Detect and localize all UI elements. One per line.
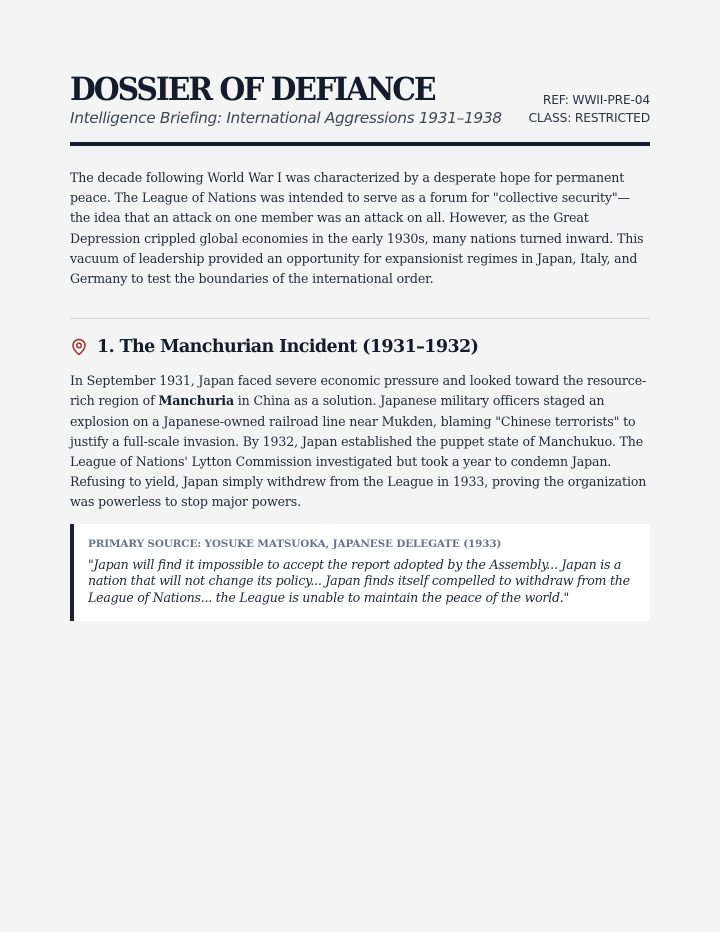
quote-text: "Japan will find it impossible to accept the report adopted by the Assembly... Japan is a nation that will not change its policy... Japan finds itself compelled to withdraw from the League of Nations... the League is unable to maintain the peace of the world."	[88, 556, 630, 606]
map-pin-icon	[70, 338, 88, 356]
section-divider	[70, 318, 650, 319]
classification-level: CLASS: RESTRICTED	[528, 111, 650, 125]
primary-source-quote	[70, 524, 650, 621]
title-block	[70, 71, 502, 128]
section-body	[70, 371, 650, 512]
dossier-header	[70, 71, 650, 146]
classification-block	[528, 91, 650, 128]
section-title: 1. The Manchurian Incident (1931–1932)	[97, 337, 479, 358]
body-text-part: In September 1931, Japan faced severe economic pressure and looked toward the resource-rich region of	[70, 373, 647, 409]
intro-paragraph: The decade following World War I was characterized by a desperate hope for permanent peace. The League of Nations was intended to serve as a forum for "collective security"—the idea that an attack on one member was an attack on all. However, as the Great Depression crippled global economies in the early 1930s, many nations turned inward. This vacuum of leadership provided an opportunity for expansionist regimes in Japan, Italy, and Germany to test the boundaries of the international order.	[70, 170, 644, 287]
quote-source-label: PRIMARY SOURCE: YOSUKE MATSUOKA, JAPANESE DELEGATE (1933)	[88, 537, 502, 550]
document-page	[70, 0, 650, 621]
section-heading	[70, 335, 650, 359]
page-subtitle: Intelligence Briefing: International Aggressions 1931–1938	[70, 109, 502, 127]
reference-code: REF: WWII-PRE-04	[542, 93, 650, 107]
body-emphasis: Manchuria	[158, 393, 234, 409]
page-title: DOSSIER OF DEFIANCE	[70, 70, 435, 108]
body-text-part: in China as a solution. Japanese military officers staged an explosion on a Japanese-owned railroad line near Mukden, blaming "Chinese terrorists" to justify a full-scale invasion. By 1932, Japan established the puppet state of Manchukuo. The League of Nations' Lytton Commission investigated but took a year to condemn Japan. Refusing to yield, Japan simply withdrew from the League in 1933, proving the organization was powerless to stop major powers.	[70, 393, 647, 510]
